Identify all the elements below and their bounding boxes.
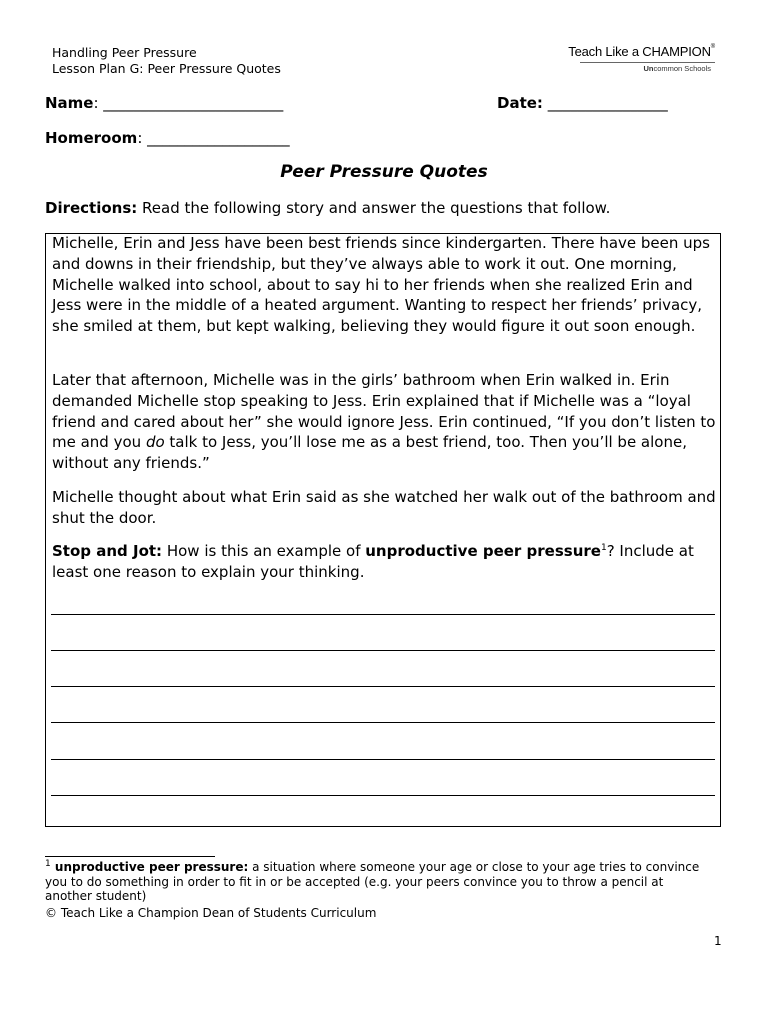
- answer-line[interactable]: [51, 650, 715, 651]
- footnote-separator: [45, 856, 215, 857]
- header-line-2: Lesson Plan G: Peer Pressure Quotes: [52, 61, 281, 76]
- date-blank[interactable]: ________________: [542, 94, 668, 112]
- logo-subtitle: Uncommon Schools: [643, 64, 711, 73]
- answer-line[interactable]: [51, 759, 715, 760]
- logo-divider: [580, 62, 715, 63]
- stop-and-jot-prompt: Stop and Jot: How is this an example of unproductive peer pressure$^1$? Include at least one reason to explain your thinking.: [52, 542, 694, 581]
- document-header: [52, 45, 281, 77]
- answer-line[interactable]: [51, 686, 715, 687]
- name-blank[interactable]: : ________________________: [93, 94, 284, 112]
- directions-text: Read the following story and answer the questions that follow.: [137, 199, 611, 217]
- directions: [45, 199, 610, 217]
- answer-line[interactable]: [51, 614, 715, 615]
- footnote-reference: 1: [600, 543, 607, 553]
- date-label: Date:: [497, 94, 543, 112]
- name-field[interactable]: [45, 94, 283, 112]
- page-title: Peer Pressure Quotes: [280, 162, 488, 182]
- homeroom-label: Homeroom: [45, 129, 138, 147]
- answer-line[interactable]: [51, 795, 715, 796]
- directions-label: Directions:: [45, 199, 138, 217]
- footnote-text: a situation where someone your age or close to your age tries to convince you to do something in order to fit in or be accepted (e.g. your peers convince you to throw a pencil at another student): [45, 860, 700, 903]
- page-number: 1: [714, 934, 722, 948]
- answer-line[interactable]: [51, 722, 715, 723]
- name-label: Name: [45, 94, 94, 112]
- story-paragraph-1: Michelle, Erin and Jess have been best friends since kindergarten. There have been ups and downs in their friendship, but they’ve always able to work it out. One morning, Michelle walked into school, about to say hi to her friends when she realized Erin and Jess were in the middle of a heated argument. Wanting to respect her friends’ privacy, she smiled at them, but kept walking, believing they would figure it out soon enough.: [52, 234, 710, 336]
- copyright-notice: © Teach Like a Champion Dean of Students Curriculum: [45, 906, 377, 920]
- footnote: [45, 860, 705, 904]
- homeroom-blank[interactable]: : ___________________: [137, 129, 290, 147]
- stop-and-jot-label: Stop and Jot:: [52, 542, 163, 560]
- header-line-1: Handling Peer Pressure: [52, 45, 197, 60]
- homeroom-field[interactable]: [45, 129, 290, 147]
- story-paragraph-3: Michelle thought about what Erin said as she watched her walk out of the bathroom and shut the door.: [52, 488, 716, 527]
- teach-like-a-champion-logo: [568, 44, 715, 76]
- story-paragraph-2: Later that afternoon, Michelle was in the girls’ bathroom when Erin walked in. Erin demanded Michelle stop speaking to Jess. Erin explained that if Michelle was a “loyal friend and cared about her” she would ignore Jess. Erin continued, “If you don’t listen to me and you do talk to Jess, you’ll lose me as a best friend, too. Then you’ll be alone, without any friends.”: [52, 371, 716, 473]
- footnote-term: unproductive peer pressure:: [50, 860, 249, 874]
- date-field[interactable]: [497, 94, 668, 112]
- term-unproductive-peer-pressure: unproductive peer pressure: [365, 542, 601, 560]
- logo-wordmark: Teach Like a CHAMPION®: [568, 44, 715, 59]
- footnote-number: 1: [45, 859, 51, 869]
